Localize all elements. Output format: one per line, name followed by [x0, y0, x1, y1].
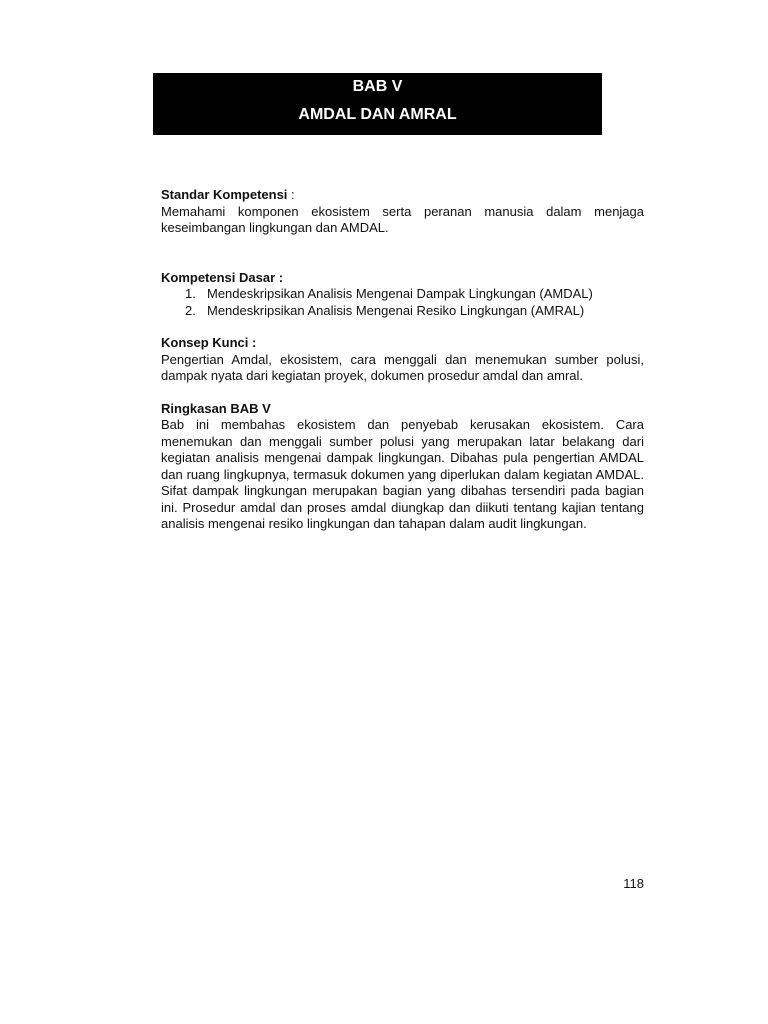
section-kompetensi-dasar — [161, 270, 644, 320]
competency-list — [161, 286, 644, 319]
section-konsep-kunci — [161, 335, 644, 385]
heading-colon: : — [287, 187, 295, 202]
section-paragraph: Bab ini membahas ekosistem dan penyebab kerusakan ekosistem. Cara menemukan dan menggali sumber polusi yang merupakan latar belakang dari kegiatan analisis mengenai dampak lingkungan. Dibahas pula pengertian AMDAL dan ruang lingkupnya, termasuk dokumen yang diperlukan dalam kegiatan AMDAL. Sifat dampak lingkungan merupakan bagian yang dibahas tersendiri pada bagian ini. Prosedur amdal dan proses amdal diungkap dan diikuti tentang kajian tentang analisis mengenai resiko lingkungan dan tahapan dalam audit lingkungan. — [161, 417, 644, 531]
chapter-content — [161, 187, 644, 533]
list-item-number: 1. — [185, 286, 196, 301]
list-item — [185, 286, 644, 303]
list-item-text: Mendeskripsikan Analisis Mengenai Resiko Lingkungan (AMRAL) — [207, 302, 585, 318]
section-standar-kompetensi — [161, 187, 644, 237]
section-heading: Ringkasan BAB V — [161, 400, 271, 416]
list-item-number: 2. — [185, 302, 196, 318]
section-heading: Kompetensi Dasar : — [161, 269, 284, 285]
section-paragraph: Memahami komponen ekosistem serta peranan manusia dalam menjaga keseimbangan lingkungan dan AMDAL. — [161, 203, 644, 235]
section-heading — [161, 187, 644, 204]
list-item — [185, 303, 644, 320]
section-paragraph: Pengertian Amdal, ekosistem, cara menggali dan menemukan sumber polusi, dampak nyata dari kegiatan proyek, dokumen prosedur amdal dan amral. — [161, 351, 644, 383]
section-ringkasan — [161, 401, 644, 533]
list-item-text: Mendeskripsikan Analisis Mengenai Dampak Lingkungan (AMDAL) — [207, 286, 593, 301]
chapter-title-banner — [153, 73, 602, 135]
chapter-number: BAB V — [352, 78, 403, 95]
chapter-title: AMDAL DAN AMRAL — [298, 106, 457, 123]
section-heading: Konsep Kunci : — [161, 335, 257, 350]
page-number: 118 — [623, 876, 644, 891]
heading-text: Standar Kompetensi — [161, 187, 288, 202]
